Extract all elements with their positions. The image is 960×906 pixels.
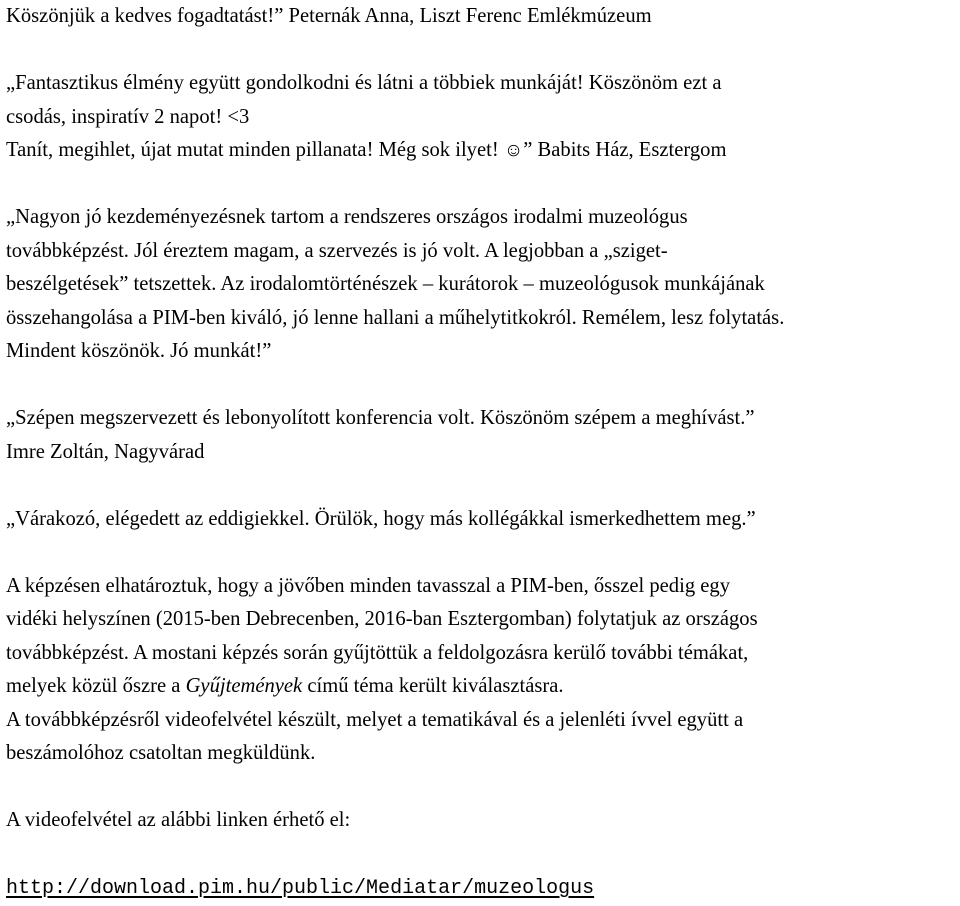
feedback-text: Köszönjük a kedves fogadtatást!” Peternák Anna, Liszt Ferenc Emlékmúzeum xyxy=(6,5,652,27)
feedback-text: „Várakozó, elégedett az eddigiekkel. Örülök, hogy más kollégákkal ismerkedhettem meg.” xyxy=(6,507,756,530)
feedback-text: „Fantasztikus élmény együtt gondolkodni és látni a többiek munkáját! Köszönöm ezt a xyxy=(6,72,722,94)
feedback-text: csodás, inspiratív 2 napot! <3 xyxy=(6,105,250,128)
feedback-paragraph-1 xyxy=(6,0,956,34)
paragraph-gap xyxy=(6,838,956,872)
paragraph-gap xyxy=(6,771,956,805)
feedback-text: ” Babits Ház, Esztergom xyxy=(523,139,727,161)
feedback-text: beszélgetések” tetszettek. Az irodalomtörténészek – kurátorok – muzeológusok munkájának xyxy=(6,273,765,295)
summary-text: továbbképzést. A mostani képzés során gyűjtöttük a feldolgozásra kerülő további témákat, xyxy=(6,641,749,664)
paragraph-gap xyxy=(6,369,956,403)
feedback-text: „Szépen megszervezett és lebonyolított konferencia volt. Köszönöm szépem a meghívást.” xyxy=(6,407,755,429)
smiley-icon: ☺ xyxy=(503,140,524,161)
summary-text: A továbbképzésről videofelvétel készült, melyet a tematikával és a jelenléti ívvel együtt a xyxy=(6,708,744,731)
feedback-paragraph-3 xyxy=(6,201,956,369)
paragraph-gap xyxy=(6,469,956,503)
feedback-text: Mindent köszönök. Jó munkát!” xyxy=(6,340,272,362)
summary-text: vidéki helyszínen (2015-ben Debrecenben, 2016-ban Esztergomban) folytatjuk az országos xyxy=(6,608,758,630)
feedback-paragraph-2 xyxy=(6,67,956,168)
summary-text: A képzésen elhatároztuk, hogy a jövőben minden tavasszal a PIM-ben, ősszel pedig egy xyxy=(6,574,730,597)
feedback-author: Imre Zoltán, Nagyvárad xyxy=(6,440,205,463)
video-intro xyxy=(6,804,956,838)
video-download-link[interactable]: http://download.pim.hu/public/Mediatar/muzeologus xyxy=(6,877,595,900)
video-intro-text: A videofelvétel az alábbi linken érhető el: xyxy=(6,809,351,831)
summary-text: című téma került kiválasztásra. xyxy=(302,675,564,697)
paragraph-gap xyxy=(6,34,956,68)
video-link-row xyxy=(6,871,956,906)
feedback-paragraph-4 xyxy=(6,402,956,469)
feedback-paragraph-5 xyxy=(6,503,956,537)
document-page xyxy=(6,0,956,906)
summary-emphasis: Gyűjtemények xyxy=(185,675,303,697)
feedback-text: továbbképzést. Jól éreztem magam, a szervezés is jó volt. A legjobban a „sziget- xyxy=(6,239,668,262)
summary-paragraph xyxy=(6,570,956,771)
paragraph-gap xyxy=(6,168,956,202)
paragraph-gap xyxy=(6,536,956,570)
feedback-text: összehangolása a PIM-ben kiváló, jó lenne hallani a műhelytitkokról. Remélem, lesz folytatás. xyxy=(6,306,785,329)
feedback-text: Tanít, megihlet, újat mutat minden pillanata! Még sok ilyet! xyxy=(6,139,504,161)
summary-text: melyek közül őszre a xyxy=(6,675,186,697)
summary-text: beszámolóhoz csatoltan megküldünk. xyxy=(6,742,316,764)
feedback-text: „Nagyon jó kezdeményezésnek tartom a rendszeres országos irodalmi muzeológus xyxy=(6,206,688,228)
